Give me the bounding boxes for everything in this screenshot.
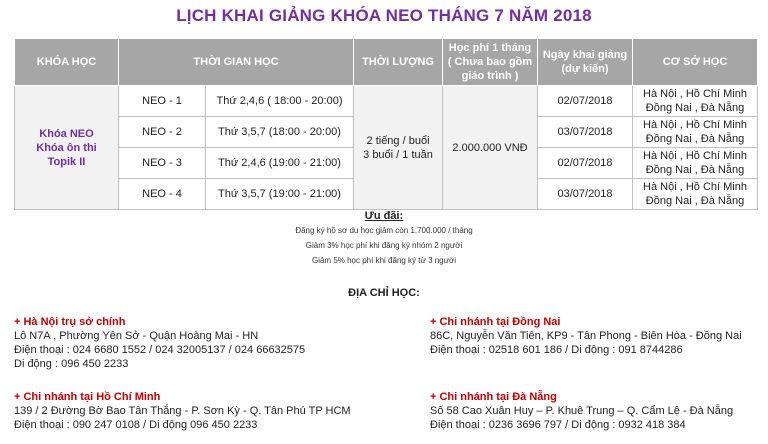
branch-name: + Chi nhánh tại Hồ Chí Minh [14, 391, 161, 403]
class-code: NEO - 1 [119, 86, 206, 117]
class-start-date: 03/07/2018 [538, 117, 633, 148]
class-campus: Hà Nội , Hồ Chí Minh Đồng Nai , Đà Nẵng [633, 148, 758, 179]
offer-line: Giảm 5% học phí khi đăng ký từ 3 người [311, 256, 457, 265]
class-start-date: 03/07/2018 [538, 179, 633, 210]
course-name: Khóa NEO Khóa ôn thi Topik II [15, 86, 119, 210]
branch-name: + Chi nhánh tại Đà Nẵng [430, 391, 557, 403]
header-course: KHÓA HỌC [15, 39, 119, 86]
course-duration: 2 tiếng / buổi 3 buổi / 1 tuần [354, 86, 443, 210]
branch-address: Lô N7A , Phường Yên Sở - Quận Hoàng Mai - HN [14, 330, 259, 342]
header-duration: THỜI LƯỢNG [354, 39, 443, 86]
offers-title: Ưu đãi: [364, 210, 404, 222]
class-campus: Hà Nội , Hồ Chí Minh Đồng Nai , Đà Nẵng [633, 117, 758, 148]
class-start-date: 02/07/2018 [538, 148, 633, 179]
branch-name: + Hà Nội trụ sở chính [14, 316, 126, 328]
course-fee: 2.000.000 VNĐ [443, 86, 538, 210]
branch-address: 139 / 2 Đường Bờ Bao Tân Thắng - P. Sơn Kỳ - Q. Tân Phú TP HCM [14, 405, 351, 417]
branch-name: + Chi nhánh tại Đồng Nai [430, 316, 561, 328]
class-schedule: Thứ 3,5,7 (19:00 - 21:00) [206, 179, 354, 210]
class-start-date: 02/07/2018 [538, 86, 633, 117]
class-code: NEO - 4 [119, 179, 206, 210]
branch-hanoi [14, 315, 305, 371]
branch-address: Số 58 Cao Xuân Huy – P. Khuê Trung – Q. Cẩm Lệ - Đà Nẵng [430, 405, 734, 417]
branch-danang [430, 390, 733, 432]
branch-phone: Điện thoại : 024 6680 1552 / 024 32005137 / 024 66632575 [14, 344, 306, 356]
address-heading: ĐỊA CHỈ HỌC: [348, 287, 420, 299]
class-campus: Hà Nội , Hồ Chí Minh Đồng Nai , Đà Nẵng [633, 179, 758, 210]
header-campus: CƠ SỞ HỌC [633, 39, 758, 86]
class-schedule: Thứ 2,4,6 ( 18:00 - 20:00) [206, 86, 354, 117]
header-start-date: Ngày khai giảng (dự kiến) [538, 39, 633, 86]
table-row [15, 86, 758, 117]
branch-hochiminh [14, 390, 351, 432]
class-code: NEO - 3 [119, 148, 206, 179]
branch-phone: Điện thoại : 0236 3696 797 / Di động : 0932 418 384 [430, 419, 686, 431]
header-time: THỜI GIAN HỌC [119, 39, 354, 86]
branch-phone: Điện thoại : 02518 601 186 / Di động : 091 8744286 [430, 344, 683, 356]
page-title: LỊCH KHAI GIẢNG KHÓA NEO THÁNG 7 NĂM 2018 [176, 6, 592, 25]
class-schedule: Thứ 2,4,6 (19:00 - 21:00) [206, 148, 354, 179]
branch-address: 86C, Nguyễn Văn Tiên, KP9 - Tân Phong - Biên Hòa - Đồng Nai [430, 330, 742, 342]
class-campus: Hà Nội , Hồ Chí Minh Đồng Nai , Đà Nẵng [633, 86, 758, 117]
class-code: NEO - 2 [119, 117, 206, 148]
branch-mobile: Di động : 096 450 2233 [14, 358, 129, 370]
table-header-row [15, 39, 758, 86]
schedule-table [14, 38, 758, 210]
branch-dongnai [430, 315, 742, 357]
offer-line: Đăng ký hồ sơ du học giảm còn 1.700.000 / tháng [295, 226, 473, 235]
header-fee: Học phí 1 tháng ( Chưa bao gồm giáo trình ) [443, 39, 538, 86]
offer-line: Giảm 3% học phí khi đăng ký nhóm 2 người [305, 241, 463, 250]
branch-phone: Điện thoại : 090 247 0108 / Di động 096 450 2233 [14, 419, 258, 431]
class-schedule: Thứ 3,5,7 (18:00 - 20:00) [206, 117, 354, 148]
